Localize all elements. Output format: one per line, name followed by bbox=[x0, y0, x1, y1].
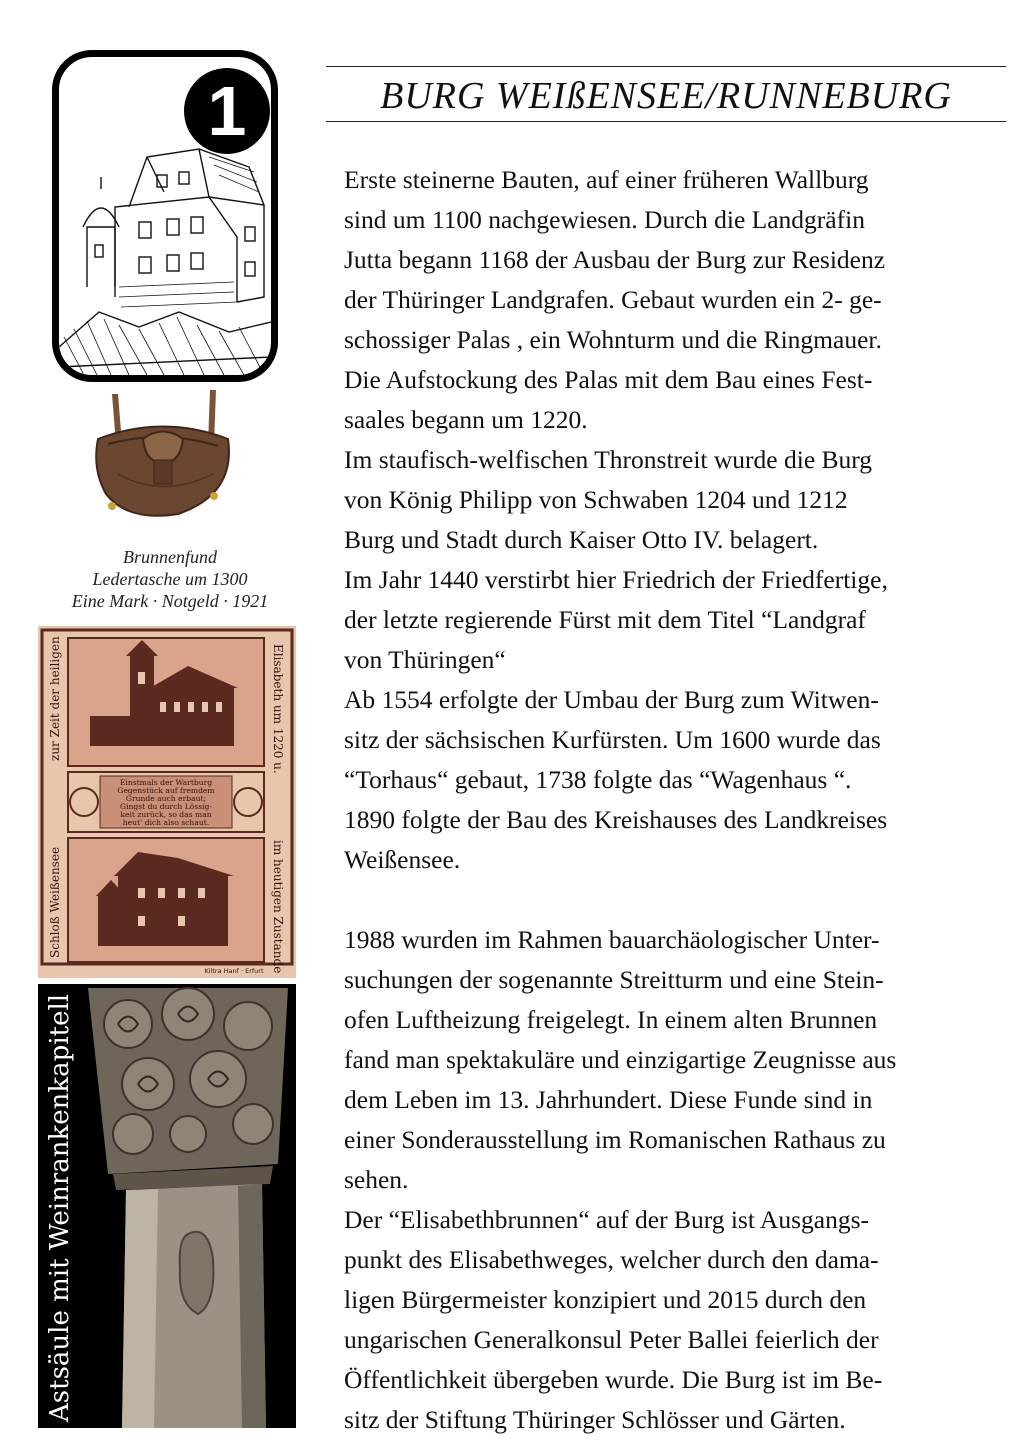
body-line: Im staufisch-welfischen Thronstreit wurde die Burg bbox=[344, 445, 873, 474]
caption-line-3: Eine Mark · Notgeld · 1921 bbox=[71, 591, 269, 611]
column-caption: Astsäule mit Weinrankenkapitell bbox=[45, 993, 75, 1422]
body-line: Jutta begann 1168 der Ausbau der Burg zur Residenz bbox=[344, 245, 886, 274]
column-capital-image bbox=[38, 984, 296, 1428]
body-line: schossiger Palas , ein Wohnturm und die Ringmauer. bbox=[344, 325, 882, 354]
notgeld-left-vertical-top: zur Zeit der heiligen bbox=[48, 636, 62, 761]
body-line: ungarischen Generalkonsul Peter Ballei feierlich der bbox=[344, 1325, 879, 1354]
body-line: Die Aufstockung des Palas mit dem Bau eines Fest- bbox=[344, 365, 873, 394]
body-line: Öffentlichkeit übergeben wurde. Die Burg ist im Be- bbox=[344, 1365, 883, 1394]
body-line: sitz der sächsischen Kurfürsten. Um 1600 wurde das bbox=[344, 725, 881, 754]
body-line: ofen Luftheizung freigelegt. In einem alten Brunnen bbox=[344, 1005, 878, 1034]
notgeld-center-line-5: keit zurück, so das man bbox=[120, 810, 212, 819]
notgeld-center-line-1: Einstmals der Wartburg bbox=[119, 778, 213, 787]
notgeld-banknote-image bbox=[38, 626, 296, 978]
body-line: Burg und Stadt durch Kaiser Otto IV. belagert. bbox=[344, 525, 819, 554]
page-title: BURG WEIßENSEE/RUNNEBURG bbox=[380, 75, 952, 117]
body-line: fand man spektakuläre und einzigartige Zeugnisse aus bbox=[344, 1045, 897, 1074]
body-line: “Torhaus“ gebaut, 1738 folgte das “Wagenhaus “. bbox=[344, 765, 852, 794]
body-line: der Thüringer Landgrafen. Gebaut wurden ein 2- ge- bbox=[344, 285, 882, 314]
body-line: saales begann um 1220. bbox=[344, 405, 588, 434]
body-line: suchungen der sogenannte Streitturm und eine Stein- bbox=[344, 965, 884, 994]
notgeld-center-line-4: Gingst du durch Lössig- bbox=[120, 802, 212, 811]
body-text bbox=[344, 160, 994, 1440]
caption-line-1: Brunnenfund bbox=[123, 547, 217, 567]
notgeld-right-vertical-top: Elisabeth um 1220 u. bbox=[271, 644, 285, 774]
body-line: Im Jahr 1440 verstirbt hier Friedrich der Friedfertige, bbox=[344, 565, 888, 594]
body-line: von König Philipp von Schwaben 1204 und 1212 bbox=[344, 485, 848, 514]
body-line: von Thüringen“ bbox=[344, 645, 506, 674]
notgeld-center-line-6: heut' dich also schaut. bbox=[122, 818, 210, 827]
body-line: Erste steinerne Bauten, auf einer früheren Wallburg bbox=[344, 165, 869, 194]
body-line: Weißensee. bbox=[344, 845, 461, 874]
badge-number: 1 bbox=[184, 68, 270, 154]
body-line: 1890 folgte der Bau des Kreishauses des Landkreises bbox=[344, 805, 888, 834]
notgeld-printer: Kiltra Hanf · Erfurt bbox=[204, 967, 264, 975]
notgeld-center-line-3: Grunde auch erbaut; bbox=[125, 794, 207, 803]
body-line: einer Sonderausstellung im Romanischen Rathaus zu bbox=[344, 1125, 886, 1154]
leather-bag-image bbox=[88, 384, 238, 524]
notgeld-left-vertical-bottom: Schloß Weißensee bbox=[48, 846, 62, 958]
notgeld-right-vertical-bottom: im heutigen Zustande bbox=[271, 840, 285, 974]
body-line: dem Leben im 13. Jahrhundert. Diese Funde sind in bbox=[344, 1085, 873, 1114]
body-line: sehen. bbox=[344, 1165, 409, 1194]
body-line: sitz der Stiftung Thüringer Schlösser und Gärten. bbox=[344, 1405, 846, 1434]
body-line bbox=[344, 880, 994, 920]
caption-line-2: Ledertasche um 1300 bbox=[92, 569, 248, 589]
title-rule-bottom bbox=[326, 121, 1006, 122]
notgeld-center-line-2: Gegenstück auf fremdem bbox=[117, 786, 215, 795]
body-line: 1988 wurden im Rahmen bauarchäologischer Unter- bbox=[344, 925, 880, 954]
body-line: ligen Bürgermeister konzipiert und 2015 durch den bbox=[344, 1285, 867, 1314]
body-line: punkt des Elisabethweges, welcher durch den dama- bbox=[344, 1245, 879, 1274]
title-rule-top bbox=[326, 66, 1006, 67]
body-line: Der “Elisabethbrunnen“ auf der Burg ist Ausgangs- bbox=[344, 1205, 869, 1234]
body-line: sind um 1100 nachgewiesen. Durch die Landgräfin bbox=[344, 205, 865, 234]
image-caption bbox=[40, 546, 300, 612]
body-line: Ab 1554 erfolgte der Umbau der Burg zum Witwen- bbox=[344, 685, 879, 714]
body-line: der letzte regierende Fürst mit dem Titel “Landgraf bbox=[344, 605, 866, 634]
